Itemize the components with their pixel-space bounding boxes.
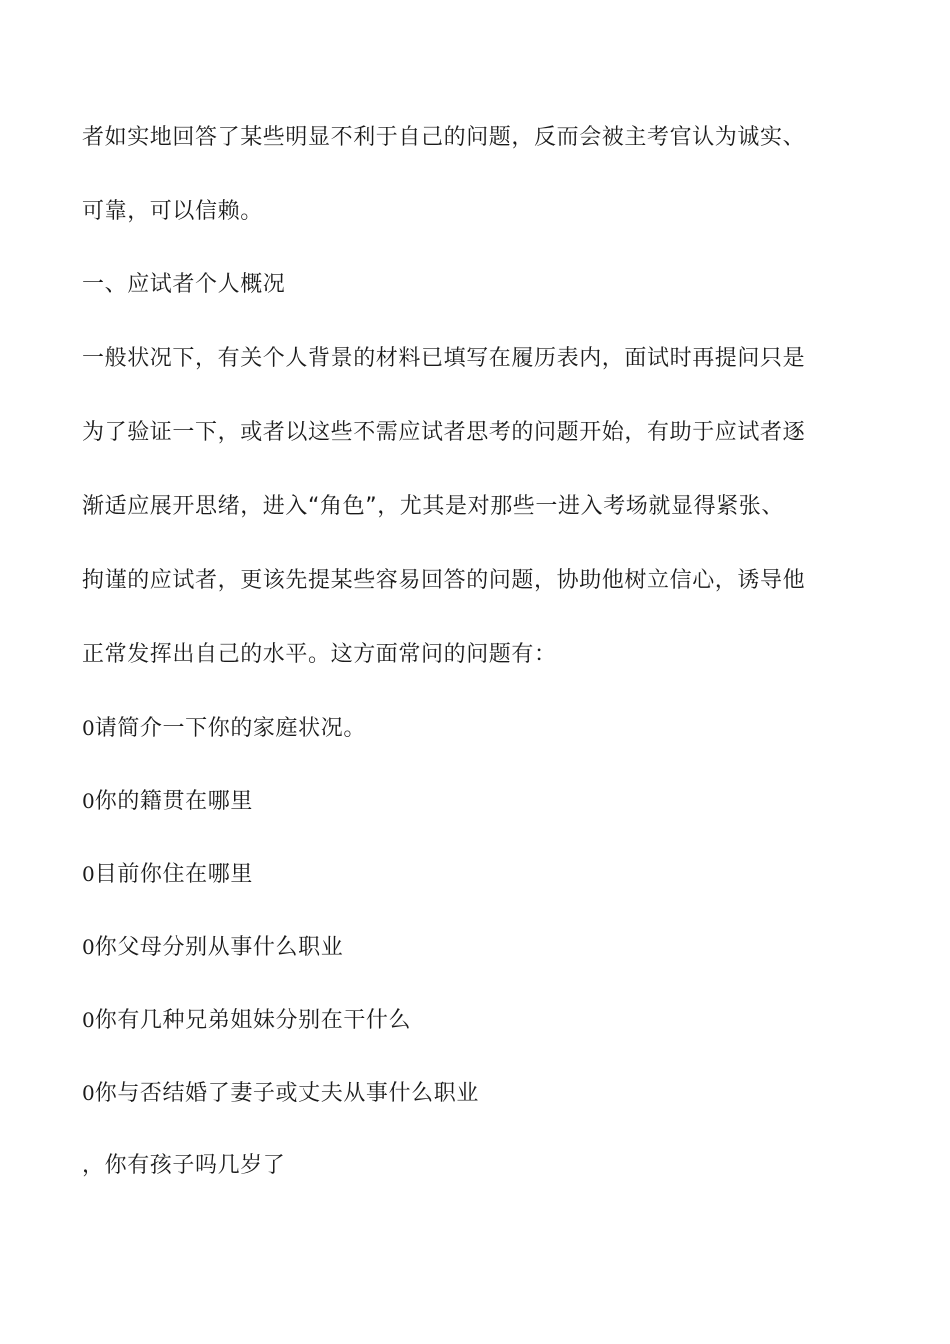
paragraph-line: 一般状况下，有关个人背景的材料已填写在履历表内，面试时再提问只是 bbox=[82, 346, 806, 371]
paragraph-line: 正常发挥出自己的水平。这方面常问的问题有： bbox=[82, 642, 557, 667]
question-item bbox=[82, 713, 872, 744]
paragraph-line: 为了验证一下，或者以这些不需应试者思考的问题开始，有助于应试者逐 bbox=[82, 420, 806, 445]
paragraph-line: 渐适应展开思绪，进入“角色”，尤其是对那些一进入考场就显得紧张、 bbox=[82, 494, 784, 519]
question-text: 你父母分别从事什么职业 bbox=[94, 935, 344, 960]
question-item bbox=[82, 932, 872, 963]
question-item bbox=[82, 859, 872, 890]
paragraph-line: 拘谨的应试者，更该先提某些容易回答的问题，协助他树立信心，诱导他 bbox=[82, 568, 806, 593]
bullet-marker: 0 bbox=[82, 935, 95, 959]
paragraph-line: 者如实地回答了某些明显不利于自己的问题，反而会被主考官认为诚实、 bbox=[82, 125, 806, 150]
section-heading: 一、应试者个人概况 bbox=[82, 272, 286, 297]
question-text: 你有几种兄弟姐妹分别在干什么 bbox=[94, 1008, 412, 1033]
question-text: 你的籍贯在哪里 bbox=[94, 789, 253, 814]
question-continuation: ，你有孩子吗几岁了 bbox=[82, 1153, 286, 1178]
bullet-marker: 0 bbox=[82, 789, 95, 813]
bullet-marker: 0 bbox=[82, 862, 95, 886]
question-item bbox=[82, 1078, 872, 1109]
bullet-marker: 0 bbox=[82, 1081, 95, 1105]
question-text: 你与否结婚了妻子或丈夫从事什么职业 bbox=[94, 1081, 479, 1106]
question-text: 请简介一下你的家庭状况。 bbox=[94, 716, 366, 741]
question-item bbox=[82, 1005, 872, 1036]
bullet-marker: 0 bbox=[82, 716, 95, 740]
bullet-marker: 0 bbox=[82, 1008, 95, 1032]
question-text: 目前你住在哪里 bbox=[94, 862, 253, 887]
question-item bbox=[82, 786, 872, 817]
paragraph-line: 可靠，可以信赖。 bbox=[82, 199, 263, 224]
